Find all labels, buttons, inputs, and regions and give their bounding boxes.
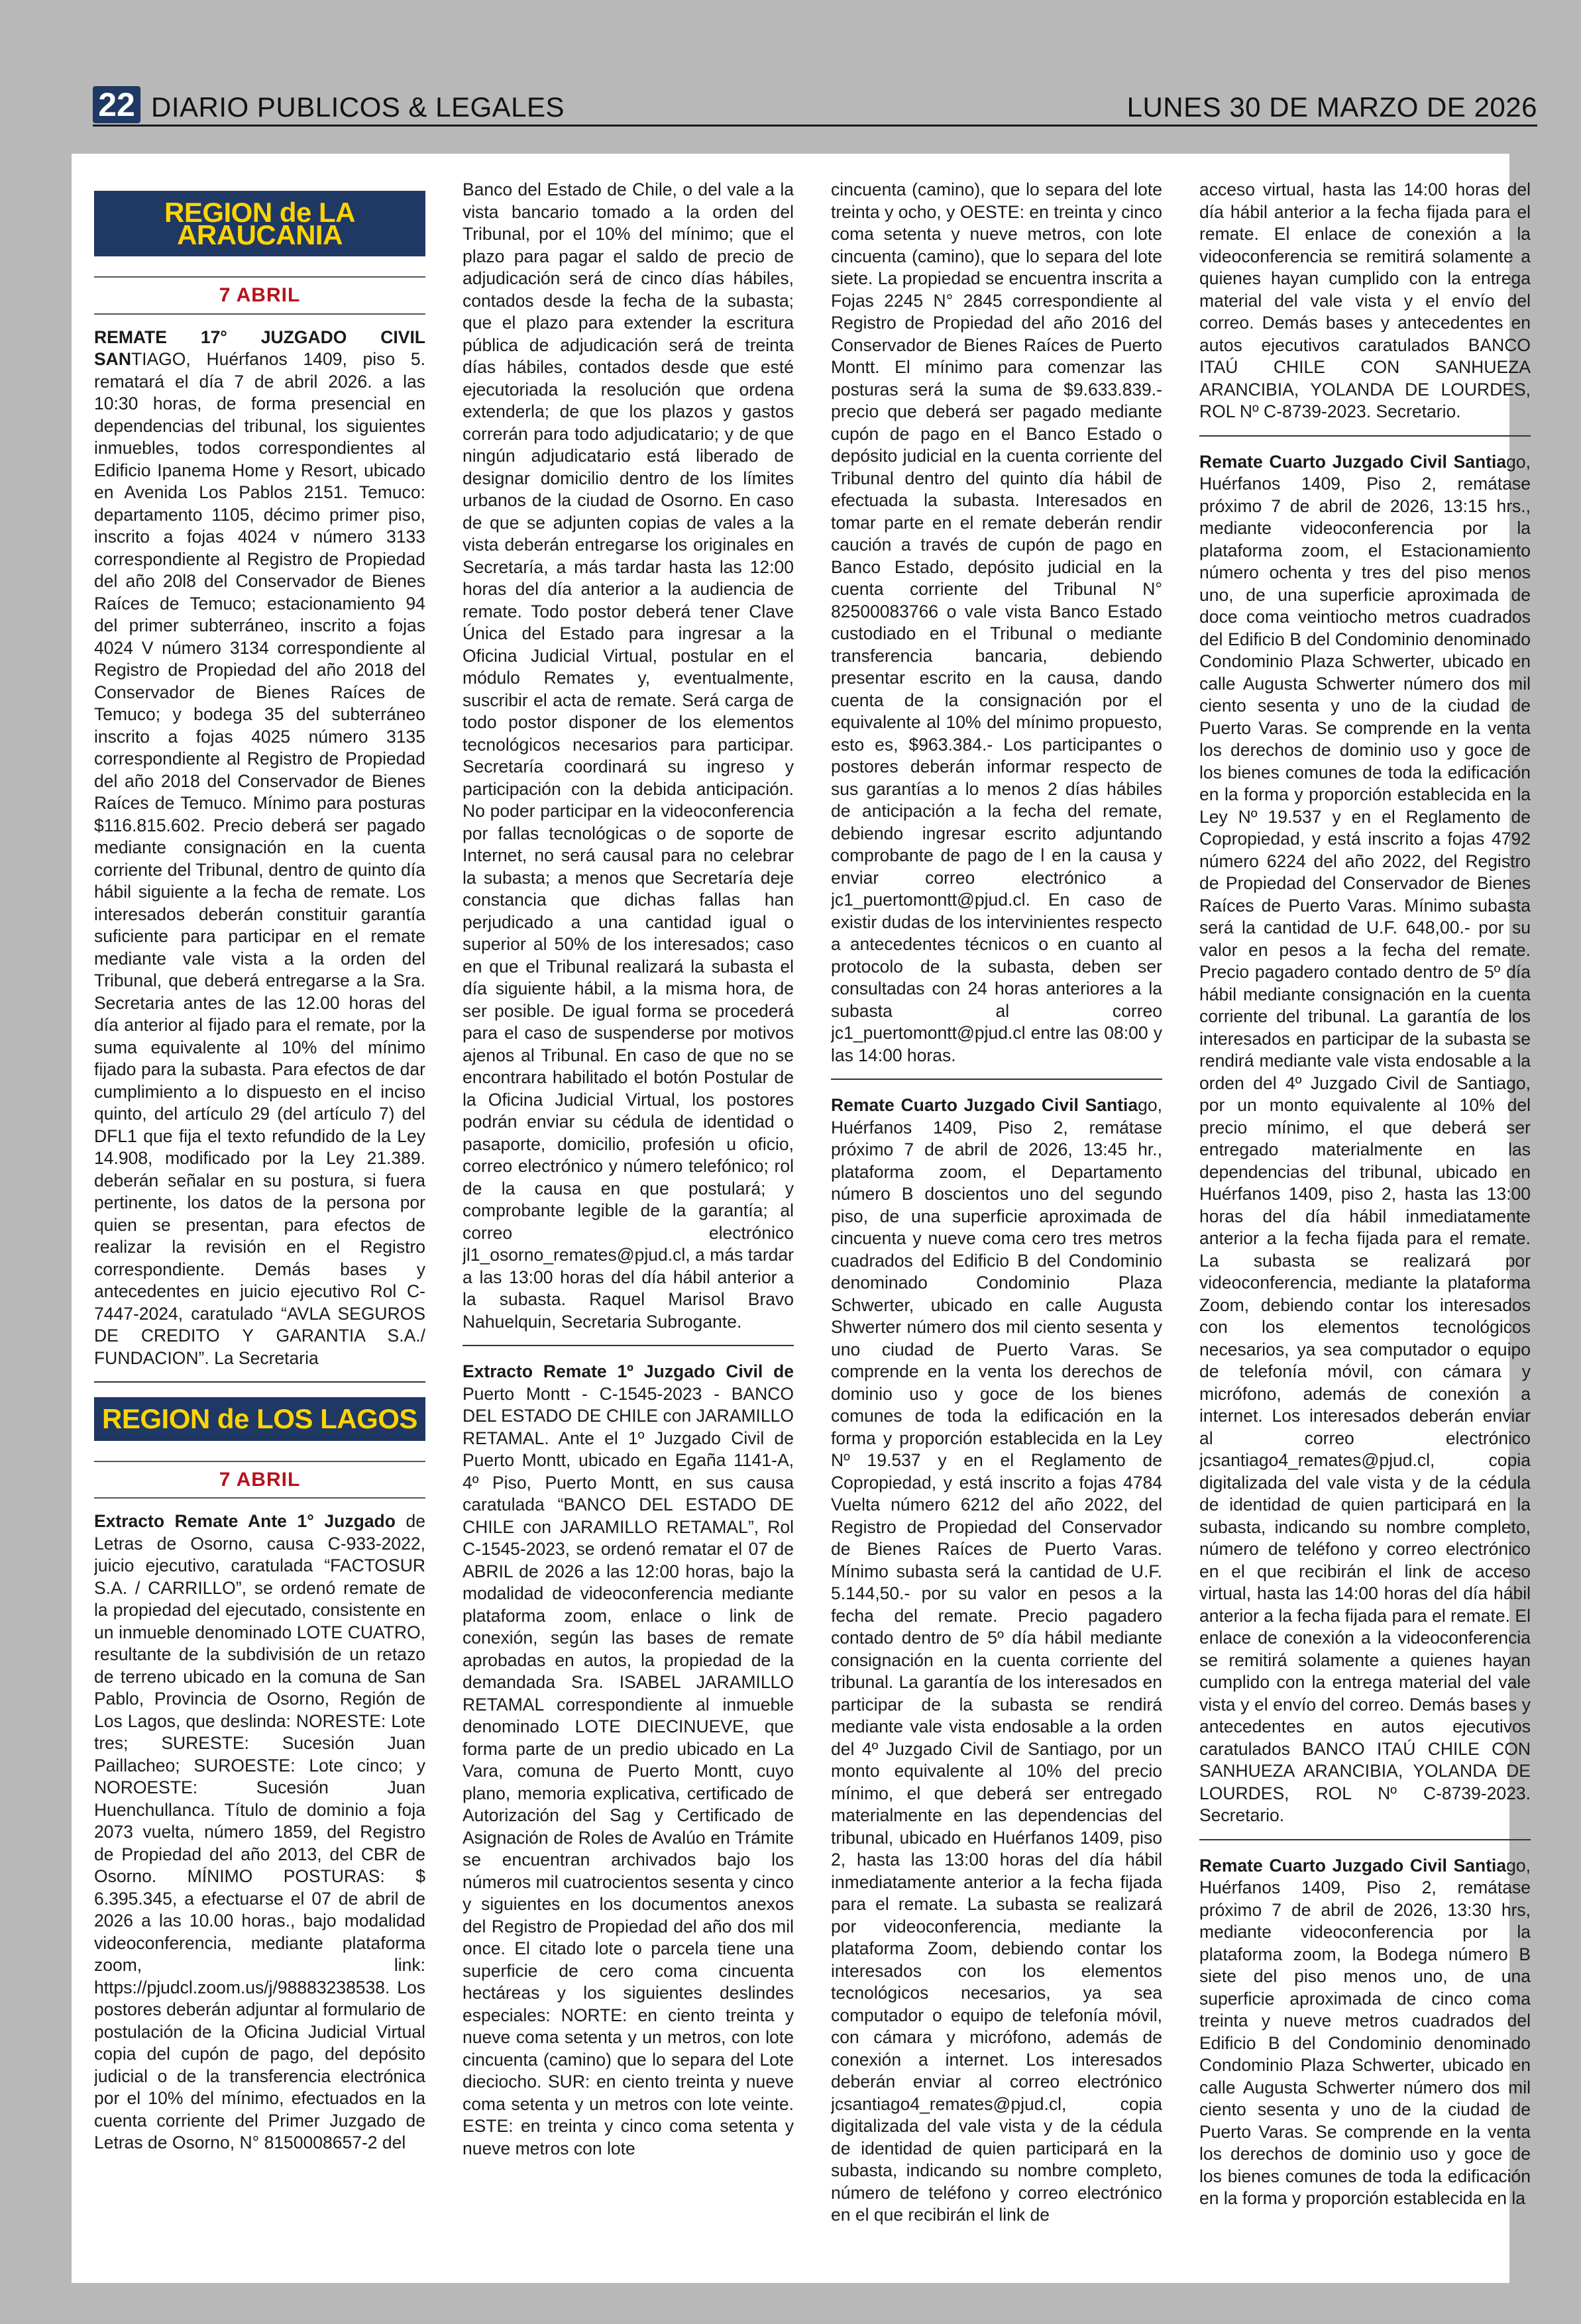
legal-notice [1199,1855,1531,2222]
notice-body: cincuenta (camino), que lo separa del lote treinta y ocho, y OESTE: en treinta y cinco coma setenta y nueve metros, con lote cincuenta (camino), que lo separa del lote siete. La propiedad se encuentra inscrita a Fojas 2245 N° 2845 correspondiente al Registro de Propiedad del año 2016 del Conservador de Bienes Raíces de Puerto Montt. El mínimo para comenzar las posturas será la suma de $9.633.839.- precio que deberá ser pagado mediante cupón de pago en el Banco Estado o depósito judicial en la cuenta corriente del Tribunal dentro del quinto día hábil de efectuada la subasta. Interesados en tomar parte en el remate deberán rendir caución a través de cupón de pago en Banco Estado, depósito judicial en la cuenta corriente del Tribunal N° 82500083766 o vale vista Banco Estado custodiado en el Tribunal o mediante transferencia bancaria, debiendo presentar escrito en la causa, dando cuenta de la consignación por el equivalente al 10% del mínimo propuesto, esto es, $963.384.- Los participantes o postores deberán informar respecto de sus garantías a lo menos 2 días hábiles de anticipación a la fecha del remate, debiendo ingresar escrito adjuntando comprobante de pago de l en la causa y enviar correo electrónico a jc1_puertomontt@pjud.cl. En caso de existir dudas de los intervinientes respecto a antecedentes técnicos o en cuanto al protocolo de la subasta, deben ser consultadas con 24 horas anteriores a la subasta al correo jc1_puertomontt@pjud.cl entre las 08:00 y las 14:00 horas. [831,180,1162,1065]
region-banner-araucania: REGION de LA ARAUCANIA [94,191,425,256]
legal-notice [463,1361,794,2172]
notice-body: go, Huérfanos 1409, Piso 2, remátase próximo 7 de abril de 2026, 13:15 hrs., mediante videoconferencia por la plataforma zoom, el Estacionamiento número ochenta y tres del piso menos uno, de una superficie aproximada de doce coma veintiocho metros cuadrados del Edificio B del Condominio denominado Condominio Plaza Schwerter, ubicado en calle Augusta Schwerter número dos mil ciento sesenta y uno de la ciudad de Puerto Varas. Se comprende en la venta los derechos de dominio uso y goce de los bienes comunes de toda la edificación en la forma y proporción establecida en la Ley Nº 19.537 y en el Reglamento de Copropiedad, y está inscrito a fojas 4792 número 6224 del año 2022, del Registro de Propiedad del Conservador de Bienes Raíces de Puerto Varas. Mínimo subasta será la cantidad de U.F. 648,00.- por su valor en pesos a la fecha del remate. Precio pagadero contado dentro de 5º día hábil mediante consignación en la cuenta corriente del tribunal. La garantía de los interesados en participar de la subasta se rendirá mediante vale vista endosable a la orden del 4º Juzgado Civil de Santiago, por un monto equivalente al 10% del precio mínimo, el que deberá ser entregado materialmente en las dependencias del tribunal, ubicado en Huérfanos 1409, piso 2, hasta las 13:00 horas del día hábil inmediatamente anterior a la fecha fijada para el remate. La subasta se realizará por videoconferencia, mediante la plataforma Zoom, debiendo contar los interesados con los elementos tecnológicos necesarios, ya sea computador o equipo de telefonía móvil, con cámara y micrófono, además de conexión a internet. Los interesados deberán enviar al correo electrónico jcsantiago4_remates@pjud.cl, copia digitalizada del vale vista y de la cédula de identidad de quien participará en la subasta, indicando su nombre completo, número de teléfono y correo electrónico en el que recibirán el link de acceso virtual, hasta las 14:00 horas del día hábil anterior a la fecha fijada para el remate. El enlace de conexión a la videoconferencia se remitirá solamente a quienes hayan cumplido con la entrega material del vale vista y el envío del correo. Demás bases y antecedentes en autos ejecutivos caratulados BANCO ITAÚ CHILE CON SANHUEZA ARANCIBIA, YOLANDA DE LOURDES, ROL Nº C-8739-2023. Secretario. [1199,451,1531,1825]
publication-date: LUNES 30 DE MARZO DE 2026 [1126,91,1537,123]
notice-lead: Remate Cuarto Juzgado Civil Santia [1199,1855,1507,1875]
column-4 [1199,179,1531,2272]
legal-notice-continued [1199,179,1531,437]
column-3 [831,179,1162,2272]
page-header [93,83,1537,127]
notice-body: Banco del Estado de Chile, o del vale a la vista bancario tomado a la orden del Tribunal, por el 10% del mínimo; que el plazo para pagar el saldo de precio de adjudicación será de cinco días hábiles, contados desde la fecha de la subasta; que el plazo para extender la escritura pública de adjudicación será de treinta días hábiles, contados desde que esté ejecutoriada la resolución que ordena extenderla; de que los plazos y gastos correrán para todo adjudicatario; y de que ningún adjudicatario está liberado de designar domicilio dentro de los límites urbanos de la ciudad de Osorno. En caso de que se adjunten copias de vales a la vista deberán entregarse los originales en Secretaría, a más tardar hasta las 12:00 horas del día anterior a la audiencia de remate. Todo postor deberá tener Clave Única del Estado para ingresar a la Oficina Judicial Virtual, postular en el módulo Remates y, eventualmente, suscribir el acta de remate. Será carga de todo postor disponer de los elementos tecnológicos necesarios para participar. Secretaría coordinará su ingreso y participación con la debida anticipación. No poder participar en la videoconferencia por fallas tecnológicas o de soporte de Internet, no será causal para no celebrar la subasta; a menos que Secretaría deje constancia que dichas fallas han perjudicado a una cantidad igual o superior al 50% de los interesados; caso en que el Tribunal realizará la subasta el día siguiente hábil, a la misma hora, de ser posible. De igual forma se procederá para el caso de suspenderse por motivos ajenos al Tribunal. En caso de que no se encontrara habilitado el botón Postular de la Oficina Judicial Virtual, los postores podrán enviar su cédula de identidad o pasaporte, domicilio, profesión u oficio, correo electrónico y número telefónico; rol de la causa en que postulará; y comprobante legible de la garantía; al correo electrónico jl1_osorno_remates@pjud.cl, a más tardar a las 13:00 horas del día hábil anterior a la subasta. Raquel Marisol Bravo Nahuelquin, Secretaria Subrogante. [463,180,794,1332]
notice-lead: Extracto Remate Ante 1° Juzgado [94,1511,396,1531]
auction-date-tag: 7 ABRIL [94,1461,425,1499]
legal-notice [1199,451,1531,1840]
column-2 [463,179,794,2272]
column-1 [94,179,425,2272]
notice-body: de Letras de Osorno, causa C-933-2022, juicio ejecutivo, caratulada “FACTOSUR S.A. / CARRILLO”, se ordenó remate de la propiedad del ejecutado, consistente en un inmueble denominado LOTE CUATRO, resultante de la subdivisión de un retazo de terreno ubicado en la comuna de San Pablo, Provincia de Osorno, Región de Los Lagos, que deslinda: NORESTE: Lote tres; SURESTE: Sucesión Juan Paillacheo; SUROESTE: Lote cinco; y NOROESTE: Sucesión Juan Huenchullanca. Título de dominio a foja 2073 vuelta, número 1859, del Registro de Propiedad del año 2013, del CBR de Osorno. MÍNIMO POSTURAS: $ 6.395.345, a efectuarse el 07 de abril de 2026 a las 10.00 horas., bajo modalidad videoconferencia, mediante plataforma zoom, link: https://pjudcl.zoom.us/j/98883238538. Los postores deberán adjuntar al formulario de postulación de la Oficina Judicial Virtual copia del cupón de pago, del depósito judicial o de la transferencia electrónica por el 10% del mínimo, efectuados en la cuenta corriente del Primer Juzgado de Letras de Osorno, N° 8150008657-2 del [94,1511,425,2152]
region-banner-los-lagos: REGION de LOS LAGOS [94,1397,425,1441]
auction-date-tag: 7 ABRIL [94,276,425,315]
page-number: 22 [93,86,140,123]
notice-lead: Remate Cuarto Juzgado Civil Santia [831,1095,1138,1115]
legal-notice-continued [463,179,794,1346]
notice-body: go, Huérfanos 1409, Piso 2, remátase próximo 7 de abril de 2026, 13:45 hr., plataforma zoom, el Departamento número B doscientos uno del segundo piso, de una superficie aproximada de cincuenta y nueve coma cero tres metros cuadrados del Edificio B del Condominio denominado Condominio Plaza Schwerter, ubicado en calle Augusta Shwerter número dos mil ciento sesenta y uno ciudad de Puerto Varas. Se comprende en la venta los derechos de dominio uso y goce de los bienes comunes de toda la edificación en la forma y proporción establecida en la Ley Nº 19.537 y en el Reglamento de Copropiedad, y está inscrito a fojas 4784 Vuelta número 6212 del año 2022, del Registro de Propiedad del Conservador de Bienes Raíces de Puerto Varas. Mínimo subasta será la cantidad de U.F. 5.144,50.- por su valor en pesos a la fecha del remate. Precio pagadero contado dentro de 5º día hábil mediante consignación en la cuenta corriente del tribunal. La garantía de los interesados en participar de la subasta se rendirá mediante vale vista endosable a la orden del 4º Juzgado Civil de Santiago, por un monto equivalente al 10% del precio mínimo, el que deberá ser entregado materialmente en las dependencias del tribunal, ubicado en Huérfanos 1409, piso 2, hasta las 13:00 horas del día hábil inmediatamente anterior a la fecha fijada para el remate. La subasta se realizará por videoconferencia, mediante la plataforma Zoom, debiendo contar los interesados con los elementos tecnológicos necesarios, ya sea computador o equipo de telefonía móvil, con cámara y micrófono, además de conexión a internet. Los interesados deberán enviar al correo electrónico jcsantiago4_remates@pjud.cl, copia digitalizada del vale vista y de la cédula de identidad de quien participará en la subasta, indicando su nombre completo, número de teléfono y correo electrónico en el que recibirán el link de [831,1095,1162,2225]
notice-lead: REMATE 17° JUZGADO CIVIL SAN [94,327,425,369]
legal-notice [831,1094,1162,2239]
publication-name: DIARIO PUBLICOS & LEGALES [151,91,565,123]
notice-body: Puerto Montt - C-1545-2023 - BANCO DEL ESTADO DE CHILE con JARAMILLO RETAMAL. Ante el 1º Juzgado Civil de Puerto Montt, ubicado en Egaña 1141-A, 4º Piso, Puerto Montt, en sus causa caratulada “BANCO DEL ESTADO DE CHILE con JARAMILLO RETAMAL”, Rol C-1545-2023, se ordenó rematar el 07 de ABRIL de 2026 a las 12:00 horas, bajo la modalidad de videoconferencia mediante plataforma zoom, enlace o link de conexión, según las bases de remate aprobadas en autos, la propiedad de la demandada Sra. ISABEL JARAMILLO RETAMAL correspondiente al inmueble denominado LOTE DIECINUEVE, que forma parte de un predio ubicado en La Vara, comuna de Puerto Montt, cuyo plano, memoria explicativa, certificado de Autorización del Sag y Certificado de Asignación de Roles de Avalúo en Trámite se encuentran archivados bajo los números mil cuatrocientos sesenta y cinco y siguientes en los documentos anexos del Registro de Propiedad del año dos mil once. El citado lote o parcela tiene una superficie de cero coma cincuenta hectáreas y los siguientes deslindes especiales: NORTE: en ciento treinta y nueve coma setenta y un metros, con lote cincuenta (camino) que lo separa del Lote dieciocho. SUR: en ciento treinta y nueve coma setenta y un metros con lote veinte. ESTE: en treinta y cinco coma setenta y nueve metros con lote [463,1383,794,2158]
notice-body: TIAGO, Huérfanos 1409, piso 5. rematará el día 7 de abril 2026. a las 10:30 horas, de forma presencial en dependencias del tribunal, los siguientes inmuebles, todos correspondientes al Edificio Ipanema Home y Resort, ubicado en Avenida Los Pablos 2151. Temuco: departamento 1105, décimo primer piso, inscrito a fojas 4024 v número 3133 correspondiente al Registro de Propiedad del año 20l8 del Conservador de Bienes Raíces de Temuco; estacionamiento 94 del primer subterráneo, inscrito a fojas 4024 V número 3134 correspondiente al Registro de Propiedad del año 2018 del Conservador de Bienes Raíces de Temuco; y bodega 35 del subterráneo inscrito a fojas 4025 número 3135 correspondiente al Registro de Propiedad del año 2018 del Conservador de Bienes Raíces de Temuco. Mínimo para posturas $116.815.602. Precio deberá ser pagado mediante consignación en la cuenta corriente del Tribunal, dentro de quinto día hábil siguiente a la fecha de remate. Los interesados deberán constituir garantía suficiente para participar en el remate mediante vale vista a la orden del Tribunal, que deberá entregarse a la Sra. Secretaria antes de las 12.00 horas del día anterior al fijado para el remate, por la suma equivalente al 10% del mínimo fijado para la subasta. Para efectos de dar cumplimiento a lo dispuesto en el inciso quinto, del artículo 29 (del artículo 7) del DFL1 que fija el texto refundido de la Ley 14.908, modificado por la Ley 21.389. deberán señalar en su postura, si fuera pertinente, los datos de la persona por quien se presentan, para efectos de realizar la revisión en el Registro correspondiente. Demás bases y antecedentes en juicio ejecutivo Rol C-7447-2024, caratulado “AVLA SEGUROS DE CREDITO Y GARANTIA S.A./ FUNDACION”. La Secretaria [94,349,425,1368]
legal-notice-continued [831,179,1162,1080]
notice-body: go, Huérfanos 1409, Piso 2, remátase próximo 7 de abril de 2026, 13:30 hrs, mediante videoconferencia por la plataforma zoom, la Bodega número B siete del piso menos uno, de una superficie aproximada de cinco coma treinta y nueve metros cuadrados del Edificio B del Condominio denominado Condominio Plaza Schwerter, ubicado en calle Augusta Schwerter número dos mil ciento sesenta y uno de la ciudad de Puerto Varas. Se comprende en la venta los derechos de dominio uso y goce de los bienes comunes de toda la edificación en la forma y proporción establecida en la [1199,1855,1531,2208]
page-body [72,154,1531,2283]
legal-notice [94,327,425,1383]
notice-lead: Extracto Remate 1º Juzgado Civil de [463,1361,794,1381]
notice-body: acceso virtual, hasta las 14:00 horas del día hábil anterior a la fecha fijada para el remate. El enlace de conexión a la videoconferencia se remitirá solamente a quienes hayan cumplido con la entrega material del vale vista y el envío del correo. Demás bases y antecedentes en autos ejecutivos caratulados BANCO ITAÚ CHILE CON SANHUEZA ARANCIBIA, YOLANDA DE LOURDES, ROL Nº C-8739-2023. Secretario. [1199,180,1531,421]
notice-lead: Remate Cuarto Juzgado Civil Santia [1199,451,1507,472]
legal-notice [94,1510,425,2166]
